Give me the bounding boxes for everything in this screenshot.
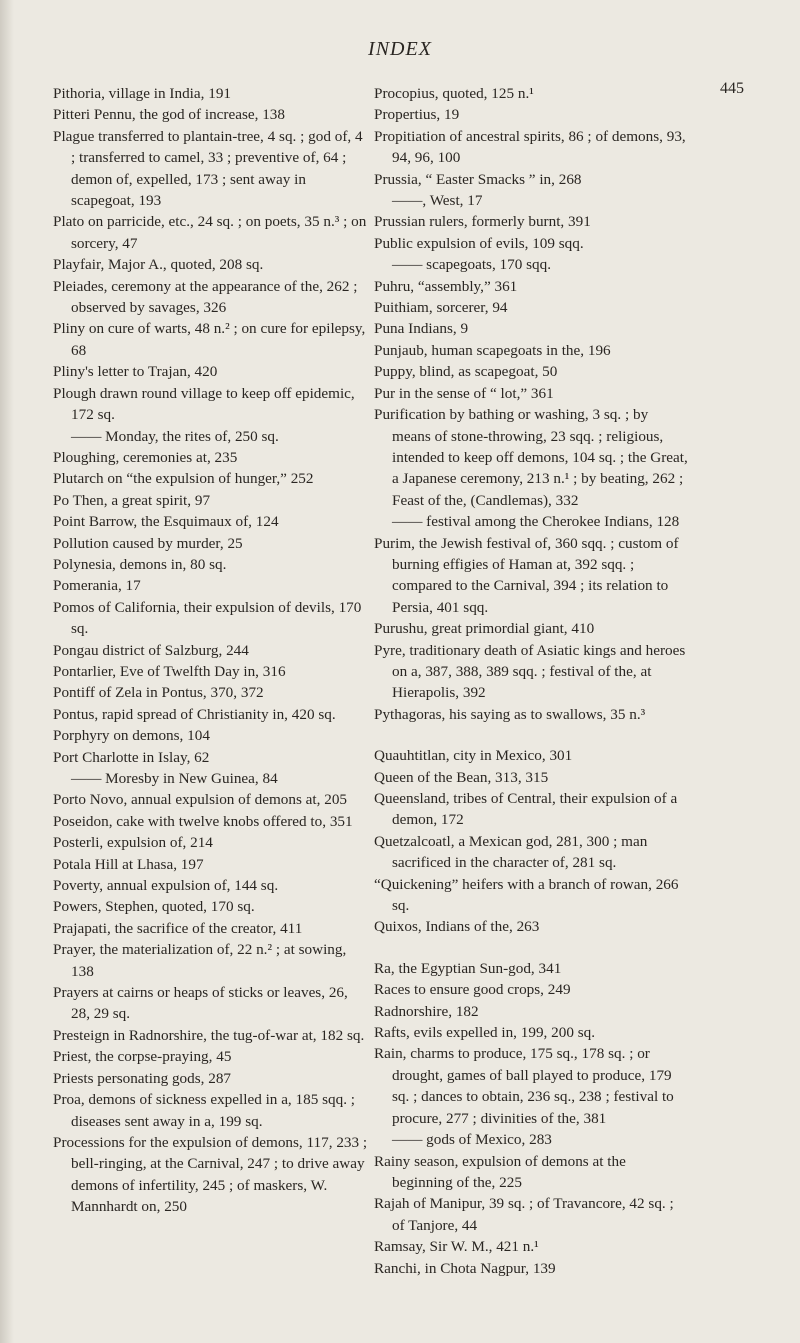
index-subentry: —— gods of Mexico, 283 [392,1131,552,1149]
index-entry: Powers, Stephen, quoted, 170 sq. [53,898,255,916]
index-entry: Queensland, tribes of Central, their expulsion of a demon, 172 [374,790,678,829]
index-entry: Propitiation of ancestral spirits, 86 ; of demons, 93, 94, 96, 100 [374,127,686,167]
index-entry: Puhru, “assembly,” 361 [374,277,518,295]
index-entry: Presteign in Radnorshire, the tug-of-war at, 182 sq. [53,1026,365,1044]
index-entry: Queen of the Bean, 313, 315 [374,768,549,786]
index-entry: Punjaub, human scapegoats in the, 196 [374,341,611,359]
index-entry: Priest, the corpse-praying, 45 [53,1048,232,1066]
index-entry: Rafts, evils expelled in, 199, 200 sq. [374,1024,596,1042]
index-entry: Pongau district of Salzburg, 244 [53,641,249,659]
index-entry: Pitteri Pennu, the god of increase, 138 [53,106,285,124]
index-entry: Purushu, great primordial giant, 410 [374,620,595,638]
index-entry: Ramsay, Sir W. M., 421 n.¹ [374,1238,539,1256]
index-entry: Po Then, a great spirit, 97 [53,491,211,509]
index-entry: Propertius, 19 [374,106,460,124]
index-entry: Ploughing, ceremonies at, 235 [53,448,238,466]
index-entry: Pomos of California, their expulsion of devils, 170 sq. [53,598,362,638]
index-entry: Prussian rulers, formerly burnt, 391 [374,213,591,231]
index-entry: Ranchi, in Chota Nagpur, 139 [374,1259,556,1277]
index-entry: Pur in the sense of “ lot,” 361 [374,384,554,402]
index-entry: Processions for the expulsion of demons, 117, 233 ; bell-ringing, at the Carnival, 247 ; to drive away demons of infertility, 245 ; of maskers, W. Mannhardt on, 250 [53,1133,368,1216]
index-entry: Prayer, the materialization of, 22 n.² ; at sowing, 138 [53,941,347,980]
index-column-left [53,83,369,1218]
index-entry: Ra, the Egyptian Sun-god, 341 [374,959,562,977]
index-entry: Purification by bathing or washing, 3 sq. ; by means of stone-throwing, 23 sqq. ; religious, intended to keep off demons, 104 sq. ; the Great, a Japanese ceremony, 213 n.¹ ; by beating, 262 ; Feast of the, (Candlemas), 332 [374,406,688,509]
index-entry: Pithoria, village in India, 191 [53,85,232,102]
index-subentry: ——, West, 17 [392,192,483,210]
index-entry: Public expulsion of evils, 109 sqq. [374,234,584,252]
index-entry: Pontiff of Zela in Pontus, 370, 372 [53,684,264,702]
index-entry: Puithiam, sorcerer, 94 [374,299,508,317]
index-entry: Prayers at cairns or heaps of sticks or leaves, 26, 28, 29 sq. [53,984,348,1023]
index-entry: Playfair, Major A., quoted, 208 sq. [53,256,264,274]
index-entry: Proa, demons of sickness expelled in a, 185 sqq. ; diseases sent away in a, 199 sq. [53,1091,356,1130]
index-entry: Potala Hill at Lhasa, 197 [53,855,204,873]
index-entry: Pyre, traditionary death of Asiatic kings and heroes on a, 387, 388, 389 sqq. ; festival of the, at Hierapolis, 392 [374,641,686,702]
index-subentry: —— scapegoats, 170 sqq. [392,256,552,274]
index-entry: “Quickening” heifers with a branch of rowan, 266 sq. [374,875,679,915]
index-entry: Procopius, quoted, 125 n.¹ [374,85,534,102]
index-entry: Puna Indians, 9 [374,320,469,338]
index-entry: Prussia, “ Easter Smacks ” in, 268 [374,170,582,188]
index-entry: Pomerania, 17 [53,577,141,595]
index-entry: Rajah of Manipur, 39 sq. ; of Travancore, 42 sq. ; of Tanjore, 44 [374,1195,674,1234]
index-entry: Point Barrow, the Esquimaux of, 124 [53,513,279,531]
index-entry: Pliny on cure of warts, 48 n.² ; on cure for epilepsy, 68 [53,320,366,359]
index-entry: Rainy season, expulsion of demons at the beginning of the, 225 [374,1152,626,1191]
index-column-right [374,83,690,1279]
index-entry: Plough drawn round village to keep off epidemic, 172 sq. [53,384,355,424]
index-entry: Radnorshire, 182 [374,1002,479,1020]
index-subentry: —— festival among the Cherokee Indians, 128 [392,513,680,531]
index-entry: Polynesia, demons in, 80 sq. [53,555,227,573]
index-entry: Port Charlotte in Islay, 62 [53,748,210,766]
index-entry: Rain, charms to produce, 175 sq., 178 sq. ; or drought, games of ball played to produce, 179 sq. ; dances to obtain, 236 sq., 238 ; festival to procure, 277 ; divinities of the, 381 [374,1045,674,1127]
index-entry: Quetzalcoatl, a Mexican god, 281, 300 ; man sacrificed in the character of, 281 sq. [374,832,648,872]
index-entry: Pollution caused by murder, 25 [53,534,243,552]
index-subentry: —— Moresby in New Guinea, 84 [71,770,278,787]
index-subentry: —— Monday, the rites of, 250 sq. [71,427,279,445]
index-entry: Poseidon, cake with twelve knobs offered to, 351 [53,812,353,830]
index-entry: Priests personating gods, 287 [53,1069,232,1087]
running-head: INDEX [368,38,432,60]
index-entry: Porto Novo, annual expulsion of demons at, 205 [53,791,348,809]
index-entry: Pliny's letter to Trajan, 420 [53,363,218,381]
index-entry: Plato on parricide, etc., 24 sq. ; on poets, 35 n.³ ; on sorcery, 47 [53,213,367,252]
index-entry: Plague transferred to plantain-tree, 4 sq. ; god of, 4 ; transferred to camel, 33 ; preventive of, 64 ; demon of, expelled, 173 ; sent away in scapegoat, 193 [53,127,363,210]
index-entry: Pontarlier, Eve of Twelfth Day in, 316 [53,662,286,680]
index-entry: Races to ensure good crops, 249 [374,981,571,999]
index-entry: Posterli, expulsion of, 214 [53,834,213,852]
index-entry: Plutarch on “the expulsion of hunger,” 252 [53,470,314,488]
page-gutter-shadow [0,0,14,1343]
index-entry: Poverty, annual expulsion of, 144 sq. [53,877,279,895]
index-entry: Pontus, rapid spread of Christianity in, 420 sq. [53,705,336,723]
index-entry: Quauhtitlan, city in Mexico, 301 [374,747,573,765]
index-entry: Prajapati, the sacrifice of the creator, 411 [53,919,303,937]
index-entry: Pythagoras, his saying as to swallows, 35 n.³ [374,705,646,723]
page-number: 445 [720,80,744,97]
index-entry: Porphyry on demons, 104 [53,727,210,745]
index-entry: Pleiades, ceremony at the appearance of the, 262 ; observed by savages, 326 [53,277,358,317]
index-entry: Purim, the Jewish festival of, 360 sqq. ; custom of burning effigies of Haman at, 392 sqq. ; compared to the Carnival, 394 ; its relation to Persia, 401 sqq. [374,534,679,616]
index-entry: Quixos, Indians of the, 263 [374,918,540,936]
index-entry: Puppy, blind, as scapegoat, 50 [374,363,558,381]
